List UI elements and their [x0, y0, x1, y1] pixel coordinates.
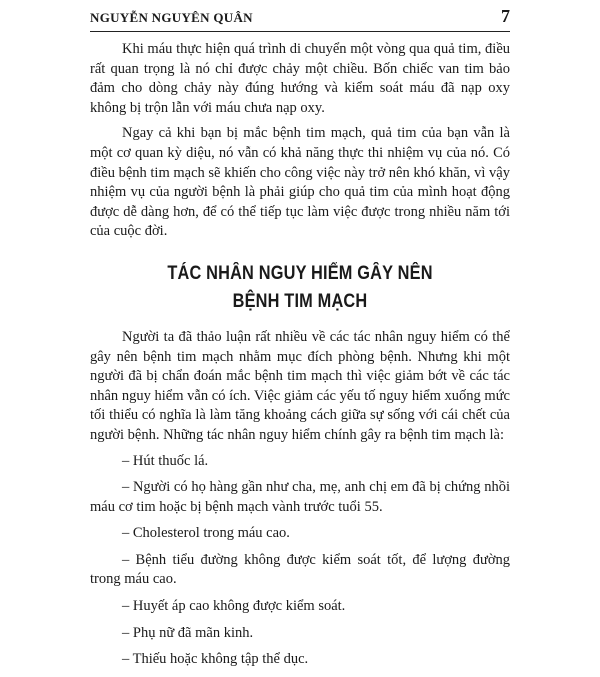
intro-paragraph-2: Ngay cả khi bạn bị mắc bệnh tim mạch, quả tim của bạn vẫn là một cơ quan kỳ diệu, nó vẫn có khả năng thực thi nhiệm vụ của nó. Có điều bệnh tim mạch sẽ khiến cho công việc này trở nên khó khăn, vì vậy nhiệm vụ của người bệnh là phải giúp cho quả tim của mình hoạt động được dễ dàng hơn, để có thể tiếp tục làm việc được trong nhiều năm tới của cuộc đời.: [90, 125, 510, 240]
section-heading-line-2: BỆNH TIM MẠCH: [232, 290, 368, 312]
section-heading: [119, 260, 480, 316]
running-header: [90, 6, 510, 32]
page-body: [90, 40, 510, 677]
list-item: – Hút thuốc lá.: [122, 452, 209, 469]
section-heading-line-1: TÁC NHÂN NGUY HIỂM GÂY NÊN: [167, 262, 433, 284]
list-item: – Huyết áp cao không được kiểm soát.: [122, 598, 346, 615]
list-item: – Cholesterol trong máu cao.: [122, 525, 290, 542]
list-item: – Phụ nữ đã mãn kinh.: [122, 624, 254, 641]
list-item: – Người có họ hàng gần như cha, mẹ, anh chị em đã bị chứng nhồi máu cơ tim hoặc bị bệnh mạch vành trước tuổi 55.: [90, 479, 510, 515]
section-paragraph: Người ta đã thảo luận rất nhiều về các tác nhân nguy hiểm có thể gây nên bệnh tim mạch nhằm mục đích phòng bệnh. Nhưng khi một người đã bị chẩn đoán mắc bệnh tim mạch thì việc giảm bớt về các tác nhân nguy hiểm vẫn có ích. Việc giảm các yếu tố nguy hiểm xuống mức tối thiểu có nghĩa là làm tăng khoảng cách giữa sự sống với cái chết của người bệnh. Những tác nhân nguy hiểm chính gây ra bệnh tim mạch là:: [90, 328, 510, 443]
list-item: – Thiếu hoặc không tập thể dục.: [122, 651, 309, 668]
header-author: NGUYỄN NGUYÊN QUÂN: [90, 10, 253, 25]
intro-paragraph-1: Khi máu thực hiện quá trình di chuyển một vòng qua quả tim, điều rất quan trọng là nó chỉ được chảy một chiều. Bốn chiếc van tim bảo đảm cho dòng chảy này đúng hướng và kiểm soát máu đã nạp oxy không bị trộn lẫn với máu chưa nạp oxy.: [90, 41, 510, 116]
risk-factor-list: [90, 452, 510, 670]
header-rule: [90, 31, 510, 32]
list-item: – Bệnh tiểu đường không được kiểm soát tốt, để lượng đường trong máu cao.: [90, 551, 510, 588]
page-number: 7: [501, 6, 510, 26]
